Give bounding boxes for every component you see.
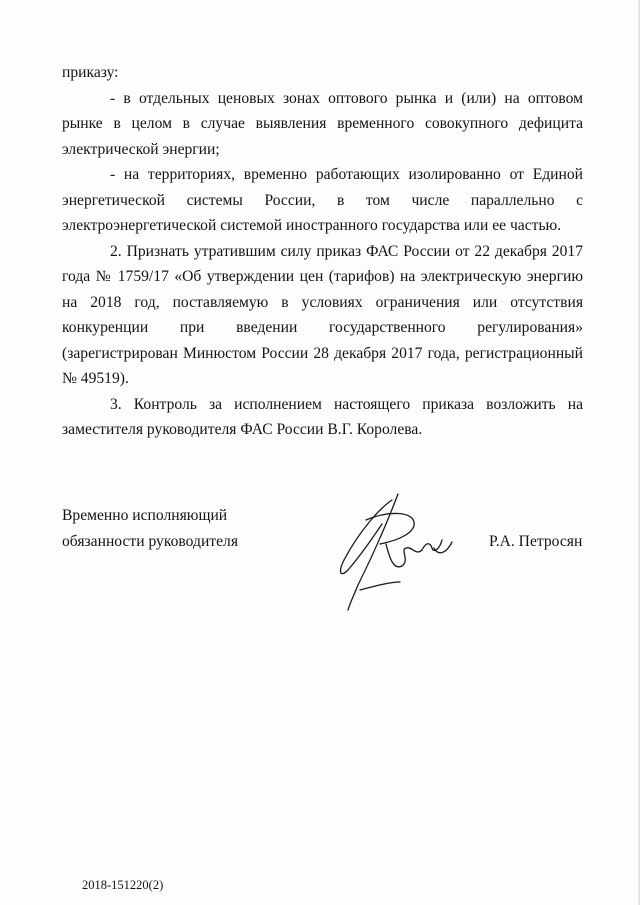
signatory-title-line-2: обязанности руководителя [62, 533, 238, 550]
paragraph-item-2: 2. Признать утратившим силу приказ ФАС России от 22 декабря 2017 года № 1759/17 «Об утверждении цен (тарифов) на электрическую энергию на 2018 год, поставляемую в условиях ограничения или отсутствия конкуренции при введении государственного регулирования» (зарегистрирован Минюстом России 28 декабря 2017 года, регистрационный № 49519). [62, 242, 583, 387]
paragraph-isolated-territories: - на территориях, временно работающих изолированно от Единой энергетической системы России, в том числе параллельно с электроэнергетической системой иностранного государства или ее частью. [62, 166, 583, 234]
paragraph-continuation: приказу: [62, 64, 119, 81]
paragraph-price-zones: - в отдельных ценовых зонах оптового рынка и (или) на оптовом рынке в целом в случае выявления временного совокупного дефицита электрической энергии; [62, 89, 583, 158]
handwritten-signature [330, 490, 460, 615]
document-body [62, 60, 583, 443]
signatory-name: Р.А. Петросян [489, 533, 583, 550]
signatory-title [62, 503, 238, 555]
signatory-title-line-1: Временно исполняющий [62, 507, 228, 524]
paragraph-item-3: 3. Контроль за исполнением настоящего приказа возложить на заместителя руководителя ФАС России В.Г. Королева. [62, 395, 583, 438]
document-registration-number: 2018-151220(2) [82, 878, 164, 892]
